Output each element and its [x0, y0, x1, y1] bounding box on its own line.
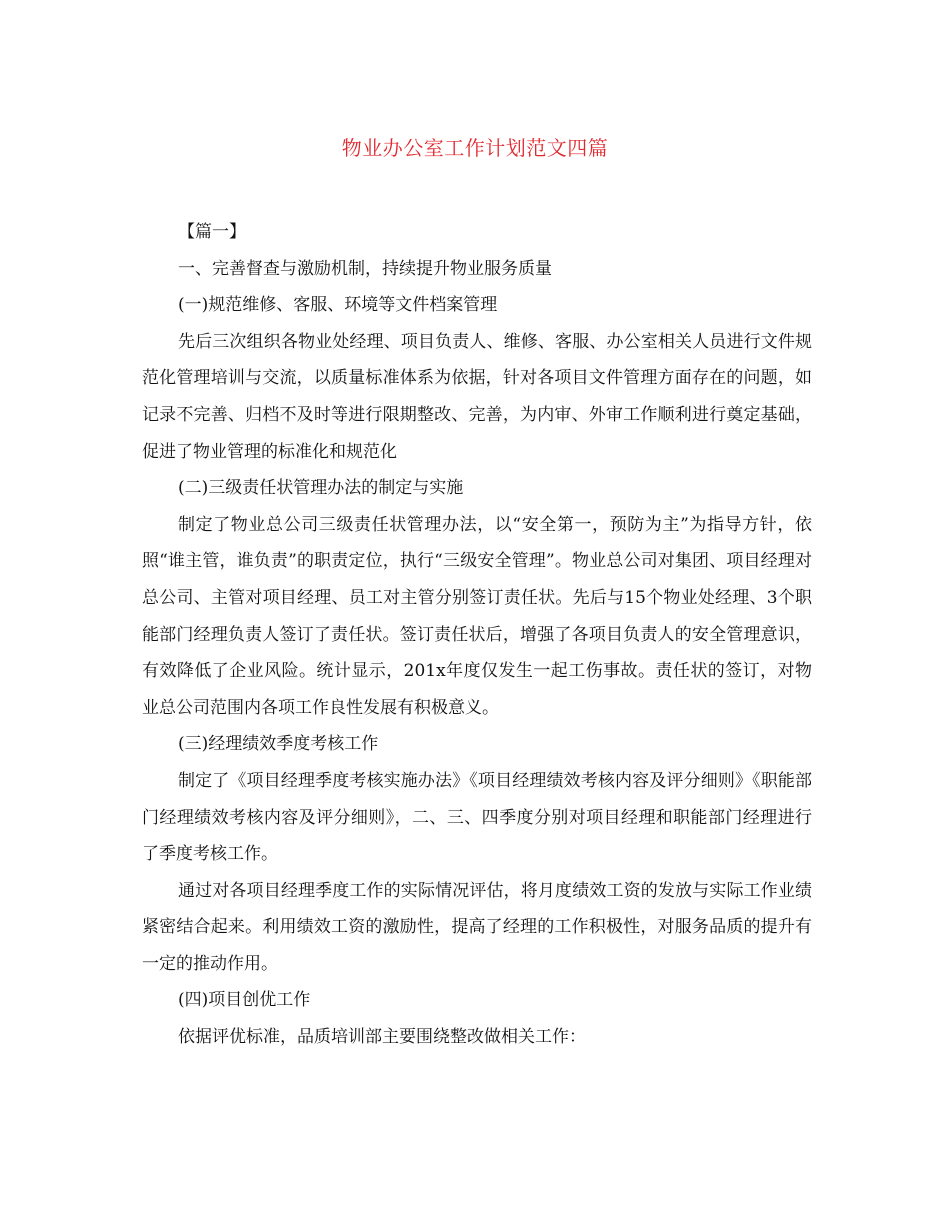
subsection-heading: (三)经理绩效季度考核工作	[178, 734, 379, 755]
subsection-heading: (一)规范维修、客服、环境等文件档案管理	[178, 295, 498, 316]
body-paragraph: 依据评优标准，品质培训部主要围绕整改做相关工作：	[178, 1027, 586, 1048]
subsection-heading: (四)项目创优工作	[178, 990, 311, 1011]
document-body	[142, 214, 812, 1056]
body-paragraph: 通过对各项目经理季度工作的实际情况评估，将月度绩效工资的发放与实际工作业绩紧密结合起来。利用绩效工资的激励性，提高了经理的工作积极性，对服务品质的提升有一定的推动作用。	[142, 880, 812, 974]
part-heading: 一、完善督查与激励机制，持续提升物业服务质量	[178, 258, 552, 279]
section-heading: 【篇一】	[178, 222, 246, 242]
body-paragraph: 先后三次组织各物业处经理、项目负责人、维修、客服、办公室相关人员进行文件规范化管理培训与交流，以质量标准体系为依据，针对各项目文件管理方面存在的问题，如记录不完善、归档不及时等进行限期整改、完善，为内审、外审工作顺利进行奠定基础，促进了物业管理的标准化和规范化	[142, 331, 812, 462]
body-paragraph: 制定了物业总公司三级责任状管理办法，以“安全第一，预防为主”为指导方针，依照“谁主管，谁负责”的职责定位，执行“三级安全管理”。物业总公司对集团、项目经理对总公司、主管对项目经理、员工对主管分别签订责任状。先后与15个物业处经理、3个职能部门经理负责人签订了责任状。签订责任状后，增强了各项目负责人的安全管理意识，有效降低了企业风险。统计显示，201x年度仅发生一起工伤事故。责任状的签订，对物业总公司范围内各项工作良性发展有积极意义。	[142, 514, 812, 718]
body-paragraph: 制定了《项目经理季度考核实施办法》《项目经理绩效考核内容及评分细则》《职能部门经理绩效考核内容及评分细则》，二、三、四季度分别对项目经理和职能部门经理进行了季度考核工作。	[142, 770, 812, 865]
document-title: 物业办公室工作计划范文四篇	[341, 136, 609, 160]
subsection-heading: (二)三级责任状管理办法的制定与实施	[178, 478, 464, 499]
